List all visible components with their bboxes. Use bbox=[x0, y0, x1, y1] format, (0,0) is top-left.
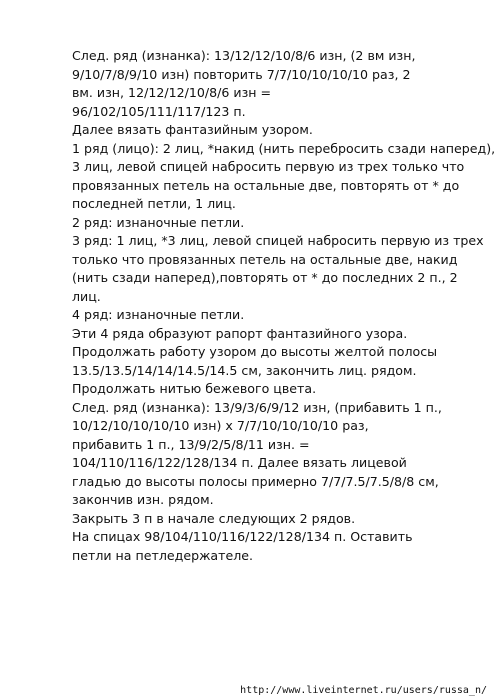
text-line: гладью до высоты полосы примерно 7/7/7.5/7.5/8/8 см, bbox=[72, 473, 439, 489]
text-line: 13.5/13.5/14/14/14.5/14.5 см, закончить лиц. рядом. bbox=[72, 362, 417, 378]
text-line: 3 лиц, левой спицей набросить первую из трех только что bbox=[72, 159, 465, 174]
text-line: петли на петледержателе. bbox=[72, 547, 254, 563]
text-line: Продолжать нитью бежевого цвета. bbox=[72, 381, 317, 396]
text-line: Далее вязать фантазийным узором. bbox=[72, 122, 313, 137]
text-line: 9/10/7/8/9/10 изн) повторить 7/7/10/10/10/10 раз, 2 bbox=[72, 66, 411, 82]
text-line: лиц. bbox=[72, 288, 101, 304]
text-line: Закрыть 3 п в начале следующих 2 рядов. bbox=[72, 510, 356, 526]
text-line: провязанных петель на остальные две, повторять от * до bbox=[72, 177, 460, 193]
text-line: На спицах 98/104/110/116/122/128/134 п. Оставить bbox=[72, 529, 413, 544]
text-line: 96/102/105/111/117/123 п. bbox=[72, 103, 246, 119]
text-line: (нить сзади наперед),повторять от * до последних 2 п., 2 bbox=[72, 270, 458, 285]
text-line: Эти 4 ряда образуют рапорт фантазийного узора. bbox=[72, 325, 408, 341]
text-line: Продолжать работу узором до высоты желтой полосы bbox=[72, 344, 438, 359]
text-line: прибавить 1 п., 13/9/2/5/8/11 изн. = bbox=[72, 436, 310, 452]
text-line: 4 ряд: изнаночные петли. bbox=[72, 307, 245, 322]
text-line: 104/110/116/122/128/134 п. Далее вязать лицевой bbox=[72, 455, 407, 470]
source-url: http://www.liveinternet.ru/users/russa_n/ bbox=[240, 685, 487, 696]
text-line: закончив изн. рядом. bbox=[72, 492, 214, 507]
instructions-text bbox=[72, 47, 495, 565]
text-line: только что провязанных петель на остальные две, накид bbox=[72, 251, 458, 267]
text-line: След. ряд (изнанка): 13/9/3/6/9/12 изн, (прибавить 1 п., bbox=[72, 399, 442, 415]
text-line: последней петли, 1 лиц. bbox=[72, 196, 236, 211]
text-line: 10/12/10/10/10/10 изн) х 7/7/10/10/10/10 раз, bbox=[72, 418, 369, 433]
text-line: След. ряд (изнанка): 13/12/12/10/8/6 изн, (2 вм изн, bbox=[72, 48, 416, 63]
text-line: вм. изн, 12/12/12/10/8/6 изн = bbox=[72, 85, 272, 100]
text-line: 3 ряд: 1 лиц, *3 лиц, левой спицей набросить первую из трех bbox=[72, 233, 484, 248]
text-line: 2 ряд: изнаночные петли. bbox=[72, 214, 245, 230]
text-line: 1 ряд (лицо): 2 лиц, *накид (нить перебросить сзади наперед), bbox=[72, 140, 495, 156]
